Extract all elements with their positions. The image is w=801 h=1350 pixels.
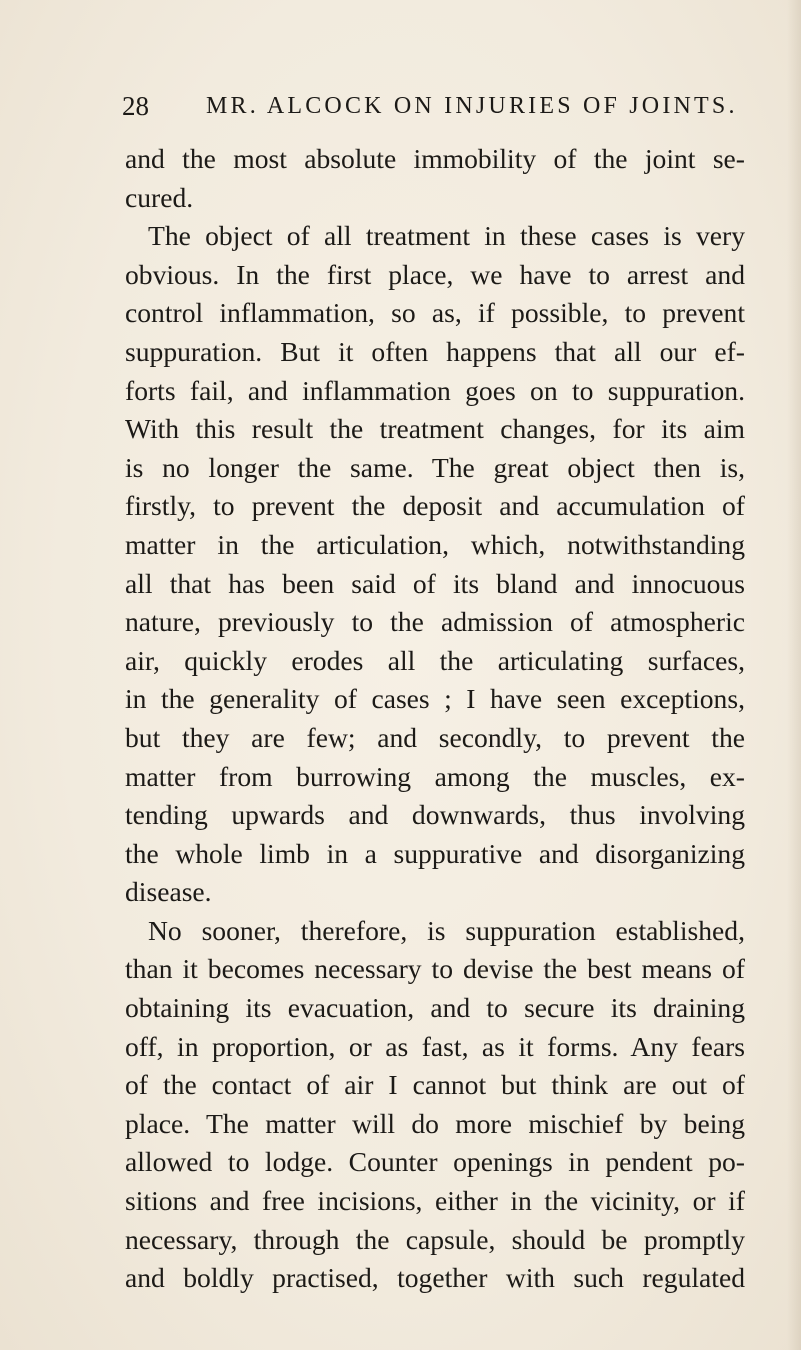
text-line: the whole limb in a suppurative and disorganizing bbox=[125, 837, 745, 869]
text-line: matter from burrowing among the muscles, ex- bbox=[125, 760, 745, 792]
text-line: of the contact of air I cannot but think are out of bbox=[125, 1069, 745, 1101]
paragraph-first-line: The object of all treatment in these cases is very bbox=[148, 220, 745, 252]
text-line: is no longer the same. The great object then is, bbox=[125, 451, 745, 483]
text-line: sitions and free incisions, either in the vicinity, or if bbox=[125, 1185, 745, 1217]
text-line: place. The matter will do more mischief by being bbox=[125, 1107, 745, 1139]
text-line: all that has been said of its bland and innocuous bbox=[125, 567, 745, 599]
text-line: and the most absolute immobility of the joint se- bbox=[125, 143, 745, 174]
running-head bbox=[122, 86, 738, 126]
text-line: allowed to lodge. Counter openings in pendent po- bbox=[125, 1146, 745, 1178]
text-line: nature, previously to the admission of atmospheric bbox=[125, 606, 745, 638]
text-line: forts fail, and inflammation goes on to suppuration. bbox=[125, 374, 745, 406]
text-line: but they are few; and secondly, to prevent the bbox=[125, 721, 745, 753]
text-line: cured. bbox=[125, 181, 194, 213]
text-line: suppuration. But it often happens that all our ef- bbox=[125, 335, 745, 367]
paragraph-first-line: No sooner, therefore, is suppuration established, bbox=[148, 914, 745, 946]
text-line: control inflammation, so as, if possible, to prevent bbox=[125, 297, 745, 329]
page-number: 28 bbox=[122, 91, 149, 121]
text-line: disease. bbox=[125, 876, 212, 908]
text-line: in the generality of cases ; I have seen exceptions, bbox=[125, 683, 745, 715]
text-line: tending upwards and downwards, thus involving bbox=[125, 799, 745, 831]
body-text bbox=[125, 140, 745, 1298]
running-title: MR. ALCOCK ON INJURIES OF JOINTS. bbox=[206, 93, 738, 119]
text-line: firstly, to prevent the deposit and accumulation of bbox=[125, 490, 745, 522]
text-line: obvious. In the first place, we have to arrest and bbox=[125, 258, 745, 290]
text-line: obtaining its evacuation, and to secure its draining bbox=[125, 992, 745, 1024]
text-line: matter in the articulation, which, notwithstanding bbox=[125, 528, 745, 560]
page-edge-shadow bbox=[787, 0, 801, 1350]
text-line: air, quickly erodes all the articulating surfaces, bbox=[125, 644, 745, 676]
text-line: With this result the treatment changes, for its aim bbox=[125, 413, 745, 445]
text-line: and boldly practised, together with such regulated bbox=[125, 1262, 745, 1294]
text-line: necessary, through the capsule, should be promptly bbox=[125, 1223, 745, 1255]
text-line: than it becomes necessary to devise the best means of bbox=[125, 953, 745, 985]
text-line: off, in proportion, or as fast, as it forms. Any fears bbox=[125, 1030, 745, 1062]
